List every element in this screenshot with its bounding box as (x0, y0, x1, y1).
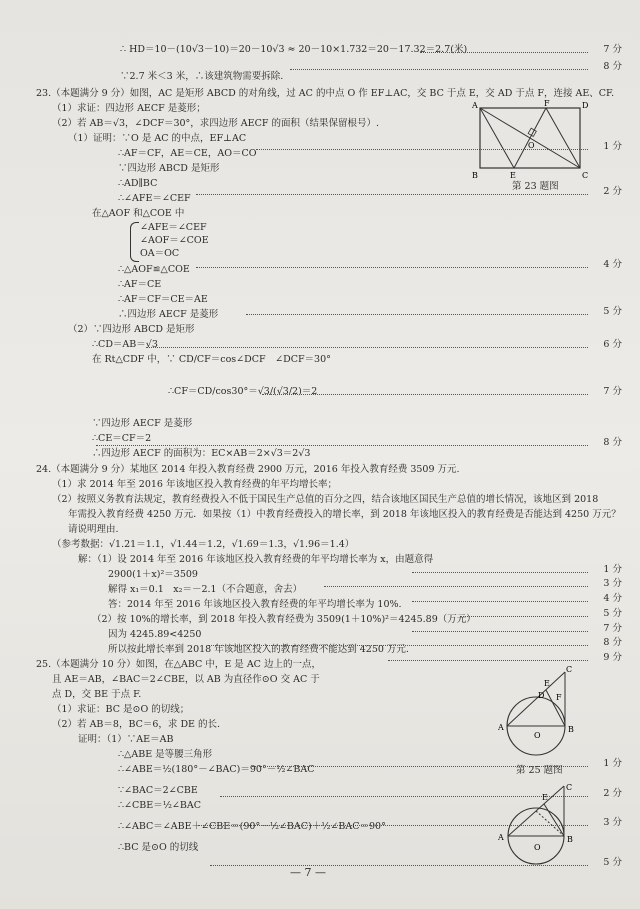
text-line-l37: 因为 4245.89<4250 (108, 629, 202, 640)
score-s04: 2 分 (603, 186, 622, 197)
label-E: E (510, 171, 516, 180)
leader-dots-s07 (146, 347, 588, 348)
label-F: F (556, 693, 562, 702)
leader-dots-s02 (290, 69, 588, 70)
text-line-l31: （参考数据：√1.21＝1.1，√1.44＝1.2，√1.69＝1.3，√1.96＝1.4） (52, 539, 355, 550)
text-line-l30: 请说明理由. (68, 524, 119, 535)
score-s03: 1 分 (603, 141, 622, 152)
leader-dots-s08 (262, 394, 588, 395)
text-line-l23: ∵四边形 AECF 是菱形 (92, 418, 193, 429)
text-line-l43: （2）若 AB＝8，BC＝6，求 DE 的长. (52, 719, 221, 730)
text-line-l04: （1）求证：四边形 AECF 是菱形； (52, 103, 206, 114)
label-O: O (528, 141, 535, 150)
score-s12: 4 分 (603, 593, 622, 604)
figure-23-caption: 第 23 题图 (512, 181, 559, 192)
text-line-l34: 解得 x₁＝0.1 x₂＝－2.1（不合题意，舍去） (108, 584, 303, 595)
label-E: E (544, 679, 550, 688)
text-line-l38: 所以按此增长率到 2018 年该地区投入的教育经费不能达到 4250 万元. (108, 644, 409, 655)
text-line-l45: ∴△ABE 是等腰三角形 (118, 749, 213, 760)
text-line-l32: 解：（1）设 2014 年至 2016 年该地区投入教育经费的年平均增长率为 x，由题意得 (78, 554, 434, 565)
label-A: A (472, 101, 478, 110)
text-line-l16: ∴AF＝CE (118, 279, 162, 290)
text-line-l07: ∴AF＝CF，AE＝CE，AO＝CO (118, 148, 257, 159)
score-s08: 7 分 (603, 386, 622, 397)
leader-dots-s05 (196, 267, 588, 268)
label-A-2: A (498, 833, 504, 842)
label-O: O (534, 731, 541, 740)
score-s19: 3 分 (603, 817, 622, 828)
text-line-l47: ∵∠BAC＝2∠CBE (118, 785, 198, 796)
text-line-l50: ∴BC 是⊙O 的切线 (118, 842, 199, 853)
text-line-l19: （2）∵四边形 ABCD 是矩形 (68, 324, 195, 335)
score-s17: 1 分 (603, 758, 622, 769)
text-line-l41: 点 D，交 BE 于点 F. (52, 689, 142, 700)
leader-dots-s15 (208, 645, 588, 646)
text-line-l10: ∴∠AFE＝∠CEF (118, 193, 191, 204)
score-s11: 3 分 (603, 578, 622, 589)
label-O-2: O (534, 843, 541, 852)
text-line-l12: ∠AFE＝∠CEF (140, 222, 207, 233)
text-line-l42: （1）求证：BC 是⊙O 的切线； (52, 704, 190, 715)
label-D: D (538, 691, 545, 700)
text-line-l08: ∵四边形 ABCD 是矩形 (118, 163, 220, 174)
segment-be-2 (544, 804, 564, 836)
dashed-bd (536, 811, 564, 836)
segment-ae (480, 108, 514, 168)
label-F: F (544, 100, 550, 108)
system-brace (130, 222, 139, 262)
text-line-l03: 23.（本题满分 9 分）如图，AC 是矩形 ABCD 的对角线，过 AC 的中点 O 作 EF⊥AC，交 BC 于点 E，交 AD 于点 F，连接 AE、CF. (36, 88, 615, 99)
leader-dots-s09 (96, 445, 588, 446)
label-D: D (582, 101, 589, 110)
text-line-l14: OA＝OC (140, 248, 180, 259)
text-line-l46: ∴∠ABE＝½(180°－∠BAC)＝90°－½∠BAC (118, 764, 315, 775)
score-s16: 9 分 (603, 652, 622, 663)
score-s20: 5 分 (603, 857, 622, 868)
label-C-2: C (566, 783, 573, 792)
leader-dots-s04 (196, 194, 588, 195)
score-s18: 2 分 (603, 788, 622, 799)
text-line-l35: 答：2014 年至 2016 年该地区投入教育经费的年平均增长率为 10%. (108, 599, 402, 610)
label-A: A (498, 723, 504, 732)
label-E-2: E (542, 793, 548, 802)
text-line-l25: ∴四边形 AECF 的面积为：EC×AB＝2×√3＝2√3 (92, 448, 311, 459)
label-C: C (582, 171, 589, 180)
text-line-l09: ∴AD∥BC (118, 178, 158, 189)
figure-25-caption: 第 25 题图 (516, 765, 563, 776)
text-line-l39: 25.（本题满分 10 分）如图，在△ABC 中，E 是 AC 边上的一点， (36, 659, 321, 670)
score-s05: 4 分 (603, 259, 622, 270)
segment-ef (514, 108, 546, 168)
text-line-l44: 证明：（1）∵AE＝AB (78, 734, 174, 745)
text-line-l29: 年需投入教育经费 4250 万元．如果按（1）中教育经费投入的增长率，到 2018 年该地区投入的教育经费是否能达到 4250 万元？ (68, 509, 621, 520)
text-line-l13: ∠AOF＝∠COE (140, 235, 209, 246)
text-line-l18: ∴四边形 AECF 是菱形 (118, 309, 219, 320)
text-line-l28: （2）按照义务教育法规定，教育经费投入不低于国民生产总值的百分之四，结合该地区国民生产总值的增长情况，该地区到 2018 (52, 494, 599, 505)
text-line-l48: ∴∠CBE＝½∠BAC (118, 800, 201, 811)
text-line-l33: 2900(1＋x)²＝3509 (108, 569, 198, 580)
figure-25-circle (498, 664, 578, 760)
text-line-l15: ∴△AOF≌△COE (118, 264, 190, 275)
leader-dots-s16 (388, 660, 588, 661)
score-s07: 6 分 (603, 339, 622, 350)
text-line-l06: （1）证明：∵O 是 AC 的中点，EF⊥AC (68, 133, 247, 144)
score-s10: 1 分 (603, 564, 622, 575)
text-line-l05: （2）若 AB＝√3，∠DCF＝30°，求四边形 AECF 的面积（结果保留根号）. (52, 118, 379, 129)
text-line-l24: ∴CE＝CF＝2 (92, 433, 152, 444)
score-s09: 8 分 (603, 437, 622, 448)
text-line-l11: 在△AOF 和△COE 中 (92, 208, 185, 219)
figure-23-rectangle (470, 100, 590, 180)
label-B-2: B (567, 835, 573, 844)
score-s13: 5 分 (603, 608, 622, 619)
figure-25-second-circle (498, 782, 578, 866)
leader-dots-s06 (246, 314, 588, 315)
score-s01: 7 分 (603, 44, 622, 55)
text-line-l01: ∴ HD＝10－(10√3－10)＝20－10√3 ≈ 20－10×1.732＝20－17.32＝2.7(米) (120, 44, 468, 55)
text-line-l40: 且 AE＝AB，∠BAC＝2∠CBE，以 AB 为直径作⊙O 交 AC 于 (52, 674, 320, 685)
segment-cf (546, 108, 580, 168)
score-s02: 8 分 (603, 61, 622, 72)
score-s15: 8 分 (603, 637, 622, 648)
text-line-l49: ∴∠ABC＝∠ABE＋∠CBE＝(90°－½∠BAC)＋½∠BAC＝90° (118, 821, 386, 832)
text-line-l26: 24.（本题满分 9 分）某地区 2014 年投入教育经费 2900 万元，2016 年投入教育经费 3509 万元. (36, 464, 460, 475)
text-line-l21: 在 Rt△CDF 中，∵ CD/CF＝cos∠DCF ∠DCF＝30° (92, 354, 331, 365)
leader-dots-s11 (324, 586, 588, 587)
text-line-l02: ∵2.7 米＜3 米，∴该建筑物需要拆除. (120, 71, 284, 82)
label-B: B (472, 171, 478, 180)
score-s06: 5 分 (603, 306, 622, 317)
label-C: C (566, 665, 573, 674)
text-line-l36: （2）按 10%的增长率，到 2018 年投入教育经费为 3509(1＋10%)²＝4245.89（万元） (92, 614, 476, 625)
text-line-l27: （1）求 2014 年至 2016 年该地区投入教育经费的年平均增长率； (52, 479, 337, 490)
text-line-l22: ∴CF＝CD/cos30°＝√3/(√3/2)＝2 (168, 386, 318, 397)
score-s14: 7 分 (603, 623, 622, 634)
label-B: B (568, 725, 574, 734)
page-number: — 7 — (290, 866, 326, 879)
text-line-l17: ∴AF＝CF＝CE＝AE (118, 294, 208, 305)
text-line-l20: ∴CD＝AB＝√3 (92, 339, 158, 350)
